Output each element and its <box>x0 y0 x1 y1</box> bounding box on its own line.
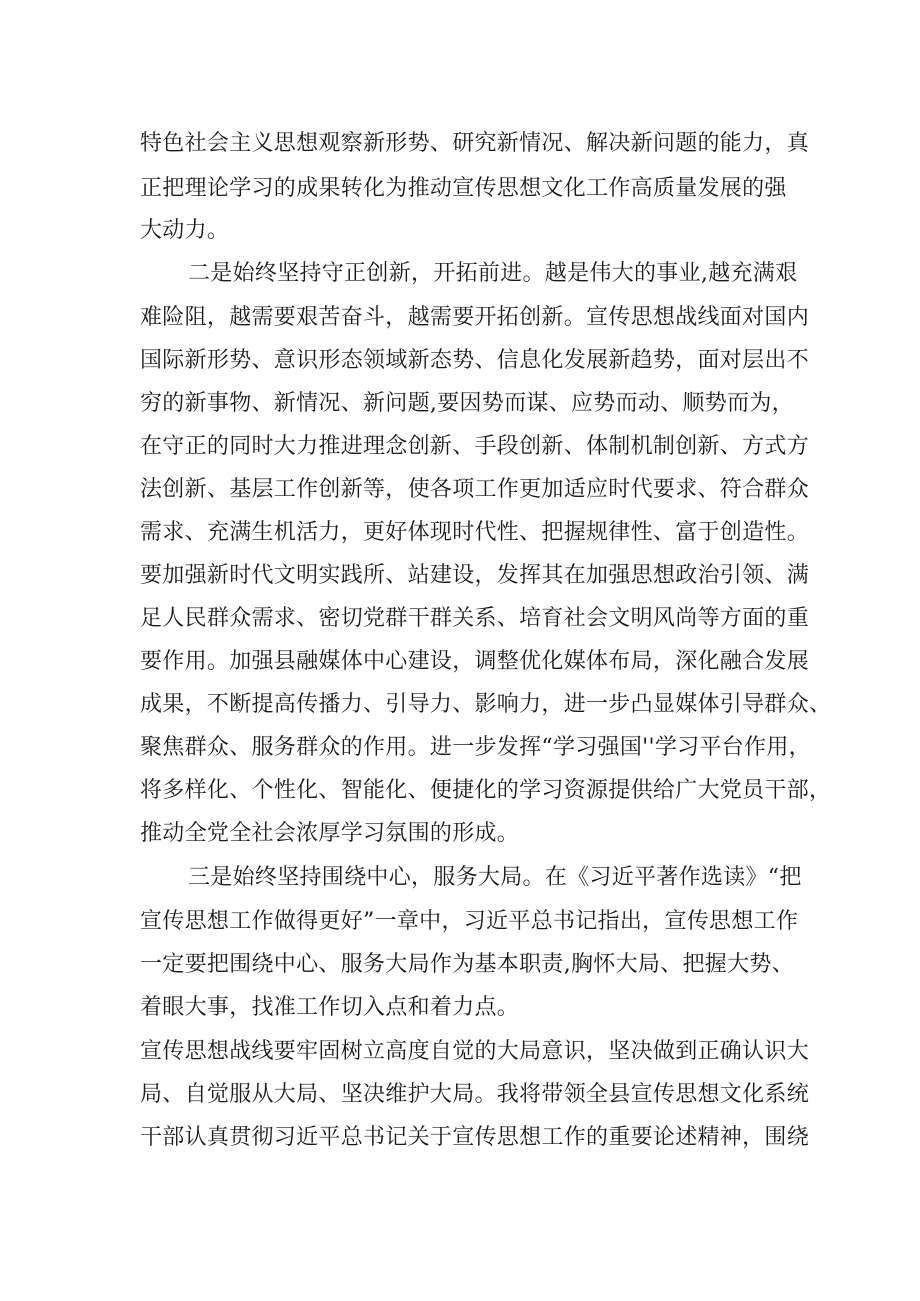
text-line: 要作用。加强县融媒体中心建设，调整优化媒体布局，深化融合发展 <box>140 649 810 674</box>
text-line: 特色社会主义思想观察新形势、研究新情况、解决新问题的能力，真 <box>140 131 810 156</box>
text-line: 宣传思想战线要牢固树立高度自觉的大局意识，坚决做到正确认识大 <box>140 1039 810 1064</box>
text-line: 局、自觉服从大局、坚决维护大局。我将带领全县宣传思想文化系统 <box>140 1082 810 1107</box>
text-line: 着眼大事，找准工作切入点和着力点。 <box>140 995 520 1020</box>
text-line: 聚焦群众、服务群众的作用。进一步发挥“学习强国''学习平台作用， <box>140 735 811 760</box>
text-line: 干部认真贯彻习近平总书记关于宣传思想工作的重要论述精神，围绕 <box>140 1125 810 1150</box>
paragraph-three-start: 三是始终坚持围绕中心，服务大局。在《习近平著作选读》“把 <box>188 865 802 890</box>
text-line: 正把理论学习的成果转化为推动宣传思想文化工作高质量发展的强 <box>140 176 787 201</box>
text-line: 足人民群众需求、密切党群干群关系、培育社会文明风尚等方面的重 <box>140 606 810 631</box>
text-line: 一定要把围绕中心、服务大局作为基本职责,胸怀大局、把握大势、 <box>140 952 794 977</box>
text-line: 将多样化、个性化、智能化、便捷化的学习资源提供给广大党员干部， <box>140 778 832 803</box>
text-line: 要加强新时代文明实践所、站建设，发挥其在加强思想政治引领、满 <box>140 563 810 588</box>
paragraph-two-start: 二是始终坚持守正创新，开拓前进。越是伟大的事业,越充满艰 <box>188 261 798 286</box>
text-line: 难险阻，越需要艰苦奋斗，越需要开拓创新。宣传思想战线面对国内 <box>140 305 810 330</box>
text-line: 法创新、基层工作创新等，使各项工作更加适应时代要求、符合群众 <box>140 477 810 502</box>
text-line: 宣传思想工作做得更好”一章中，习近平总书记指出，宣传思想工作 <box>140 909 799 934</box>
text-line: 穷的新事物、新情况、新问题,要因势而谋、应势而动、顺势而为， <box>140 391 794 416</box>
text-line: 大动力。 <box>140 218 230 243</box>
text-line: 成果，不断提高传播力、引导力、影响力，进一步凸显媒体引导群众、 <box>140 692 832 717</box>
text-line: 推动全党全社会浓厚学习氛围的形成。 <box>140 821 520 846</box>
text-line: 需求、充满生机活力，更好体现时代性、把握规律性、富于创造性。 <box>140 520 810 545</box>
text-line: 在守正的同时大力推进理念创新、手段创新、体制机制创新、方式方 <box>140 434 810 459</box>
text-line: 国际新形势、意识形态领域新态势、信息化发展新趋势，面对层出不 <box>140 348 810 373</box>
